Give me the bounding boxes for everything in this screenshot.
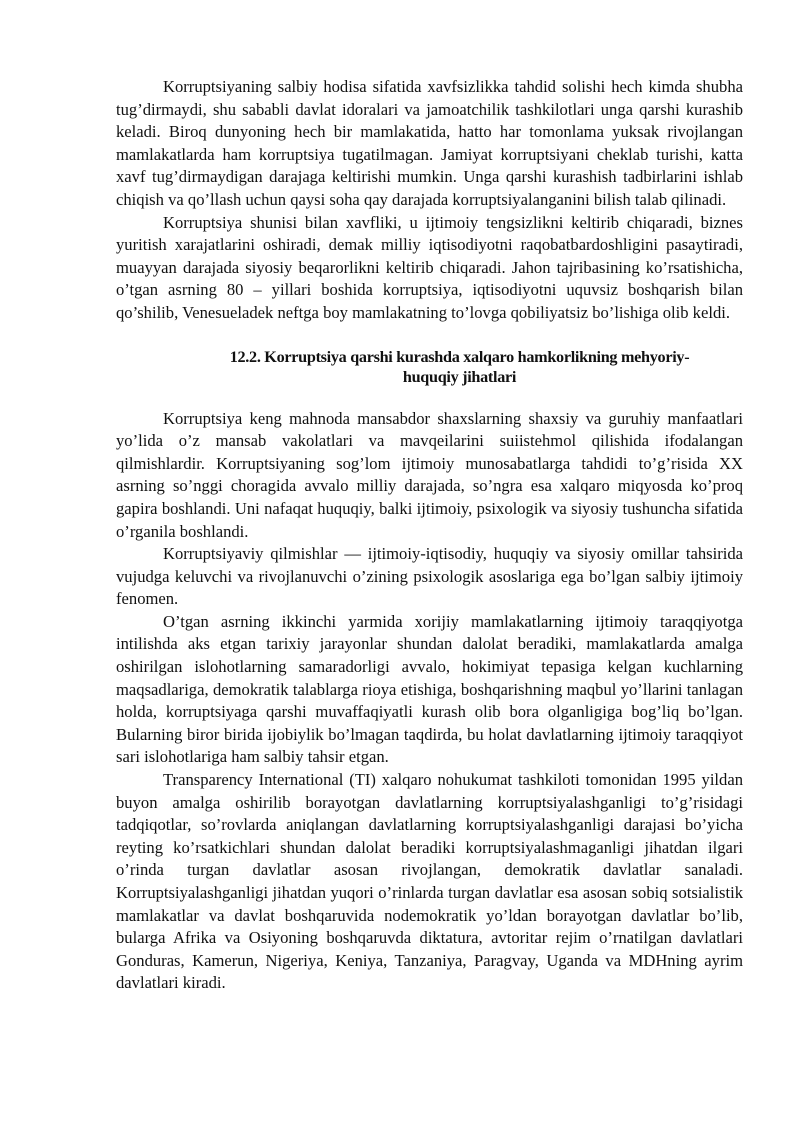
paragraph: Korruptsiyaviy qilmishlar — ijtimoiy-iqtisodiy, huquqiy va siyosiy omillar tahsirida vujudga keluvchi va rivojlanuvchi o’zining psixologik asoslariga ega bo’lgan salbiy ijtimoiy fenomen. [116, 544, 743, 609]
paragraph: Transparency International (TI) xalqaro nohukumat tashkiloti tomonidan 1995 yildan buyon amalga oshirilib borayotgan davlatlarning korruptsiyalashganligi to’g’risidagi tadqiqotlar, so’rovlarda aniqlangan davlatlarning korruptsiyalashganligi darajasi bo’yicha reyting ko’rsatkichlari shundan dalolat beradiki korruptsiyalashmaganligi jihatdan ilgari o’rinda turgan davlatlar asosan rivojlangan, demokratik davlatlar sanaladi. Korruptsiyalashganligi jihatdan yuqori o’rinlarda turgan davlatlar esa asosan sobiq sotsialistik mamlakatlar va davlat boshqaruvida nodemokratik yo’ldan borayotgan davlatlar bo’lib, bularga Afrika va Osiyoning boshqaruvda diktatura, avtoritar rejim o’rnatilgan davlatlari Gonduras, Kamerun, Nigeriya, Keniya, Tanzaniya, Paragvay, Uganda va MDHning ayrim davlatlari kiradi. [116, 770, 743, 993]
section-heading-line-1: 12.2. Korruptsiya qarshi kurashda xalqaro hamkorlikning mehyoriy- [229, 347, 690, 366]
paragraph: O’tgan asrning ikkinchi yarmida xorijiy mamlakatlarning ijtimoiy taraqqiyotga intilishda aks etgan tarixiy jarayonlar shundan dalolat beradiki, mamlakatlarda amalga oshirilgan islohotlarning samaradorligi avvalo, hokimiyat tepasiga kelgan kuchlarning maqsadlariga, demokratik talablarga rioya etishiga, boshqarishning maqbul yo’llarini tanlagan holda, korruptsiyaga qarshi muvaffaqiyatli kurash olib bora olganligiga bog’liq bo’lgan. Bularning biror birida ijobiylik bo’lmagan taqdirda, bu holat davlatlarning ijtimoiy taraqqiyot sari islohotlariga ham salbiy tahsir etgan. [116, 611, 743, 767]
document-page [116, 76, 743, 995]
paragraph: Korruptsiya keng mahnoda mansabdor shaxslarning shaxsiy va guruhiy manfaatlari yo’lida o’z mansab vakolatlari va mavqeilarini suiistehmol qilishida ifodalangan qilmishlardir. Korruptsiyaning sog’lom ijtimoiy munosabatlarga tahdidi to’g’risida XX asrning so’nggi choragida avvalo milliy darajada, so’ngra esa xalqaro miqyosda ko’proq gapira boshlandi. Uni nafaqat huquqiy, balki ijtimoiy, psixologik va siyosiy tushuncha sifatida o’rganila boshlandi. [116, 408, 743, 541]
section-heading-line-2: huquqiy jihatlari [402, 368, 517, 387]
paragraph: Korruptsiya shunisi bilan xavfliki, u ijtimoiy tengsizlikni keltirib chiqaradi, biznes yuritish xarajatlarini oshiradi, demak milliy iqtisodiyotni raqobatbardoshligini pasaytiradi, muayyan darajada siyosiy beqarorlikni keltirib chiqaradi. Jahon tajribasining ko’rsatishicha, o’tgan asrning 80 – yillari boshida korruptsiya, iqtisodiyotni uquvsiz boshqarish bilan qo’shilib, Venesueladek neftga boy mamlakatning to’lovga qobiliyatsiz bo’lishiga olib keldi. [116, 212, 743, 322]
section-heading [116, 347, 743, 388]
paragraph: Korruptsiyaning salbiy hodisa sifatida xavfsizlikka tahdid solishi hech kimda shubha tug’dirmaydi, shu sababli davlat idoralari va jamoatchilik tashkilotlari unga qarshi kurashib keladi. Biroq dunyoning hech bir mamlakatida, hatto har tomonlama yuksak rivojlangan mamlakatlarda ham korruptsiya tugatilmagan. Jamiyat korruptsiyani cheklab turishi, katta xavf tug’dirmaydigan darajaga keltirishi mumkin. Unga qarshi kurashish tadbirlarini ishlab chiqish va qo’llash uchun qaysi soha qay darajada korruptsiyalanganini bilish talab qilinadi. [116, 77, 743, 209]
